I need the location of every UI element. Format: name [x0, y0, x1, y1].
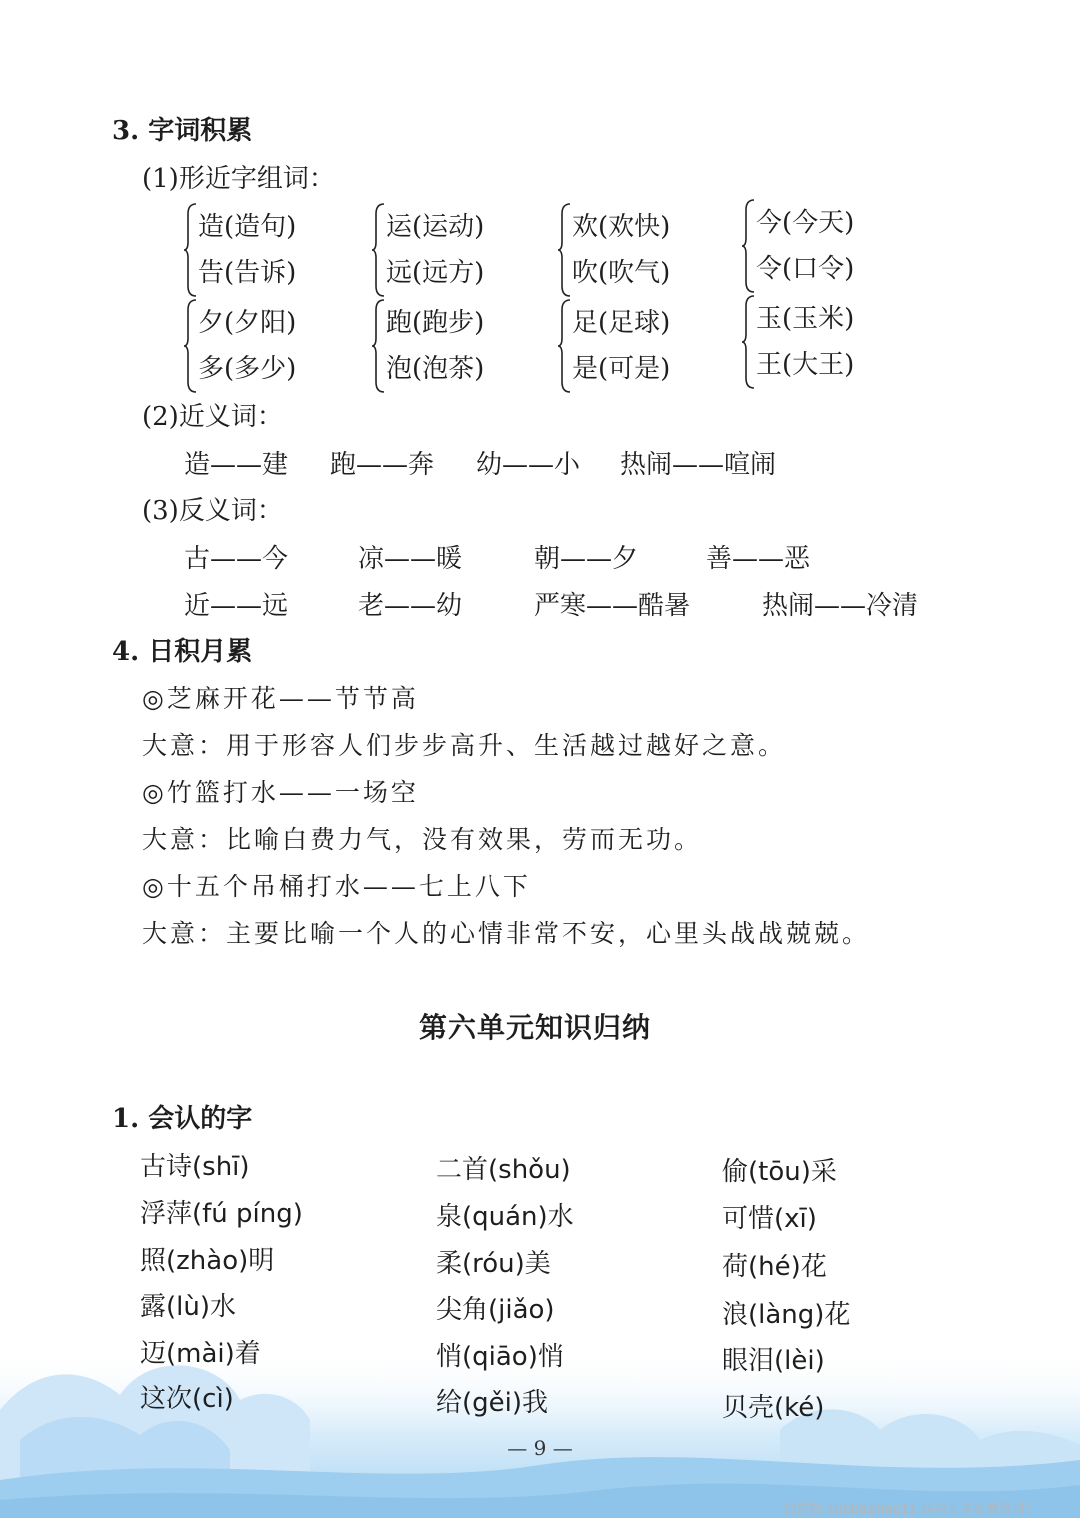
pair-second: 泡(泡茶) [386, 354, 485, 384]
pair-first: 运(运动) [386, 212, 485, 242]
brace-icon [184, 200, 198, 300]
character-item: 照(zhào)明 [140, 1246, 275, 1276]
antonym-pair: 热闹——冷清 [762, 591, 919, 621]
saying: ◎十五个吊桶打水——七上八下 [142, 872, 531, 901]
brace-icon [558, 200, 572, 300]
synonym-pair: 幼——小 [476, 450, 581, 480]
synonym-pair: 造——建 [184, 450, 289, 480]
brace-icon [558, 296, 572, 396]
character-item: 二首(shǒu) [436, 1155, 571, 1185]
watermark: 加微信 xuebaziliao11 获取更多免费资料！ [783, 1502, 1038, 1517]
character-item: 可惜(xī) [722, 1204, 817, 1234]
antonym-pair: 凉——暖 [358, 544, 463, 574]
pair-first: 欢(欢快) [572, 212, 671, 242]
pair-second: 令(口令) [756, 254, 855, 284]
character-item: 尖角(jiǎo) [436, 1295, 555, 1325]
pair-first: 造(造句) [198, 212, 297, 242]
char-pair [184, 296, 354, 396]
brace-icon [184, 296, 198, 396]
character-item: 荷(hé)花 [722, 1252, 827, 1282]
character-item: 露(lù)水 [140, 1292, 236, 1322]
unit-title: 第六单元知识归纳 [418, 1011, 651, 1044]
section-heading-recognized-characters: 1. 会认的字 [112, 1104, 253, 1134]
subheading-similar-characters: (1)形近字组词： [142, 164, 335, 194]
character-item: 柔(róu)美 [436, 1249, 551, 1279]
pair-second: 多(多少) [198, 354, 297, 384]
char-pair [372, 296, 542, 396]
page-number: — 9 — [507, 1436, 573, 1460]
pair-first: 玉(玉米) [756, 304, 855, 334]
antonym-pair: 严寒——酷暑 [534, 591, 691, 621]
pair-second: 远(远方) [386, 258, 485, 288]
antonym-pair: 近——远 [184, 591, 289, 621]
pair-second: 是(可是) [572, 354, 671, 384]
saying: ◎芝麻开花——节节高 [142, 684, 419, 713]
character-item: 偷(tōu)采 [722, 1157, 837, 1187]
char-pair [372, 200, 542, 300]
synonym-pair: 热闹——喧闹 [620, 450, 777, 480]
pair-second: 告(告诉) [198, 258, 297, 288]
char-pair [742, 292, 912, 392]
subheading-synonyms: (2)近义词： [142, 402, 283, 432]
saying: ◎竹篮打水——一场空 [142, 778, 419, 807]
character-item: 这次(cì) [140, 1384, 234, 1414]
character-item: 浮萍(fú píng) [140, 1199, 303, 1229]
saying-meaning: 大意：比喻白费力气，没有效果，劳而无功。 [142, 825, 703, 854]
character-item: 悄(qiāo)悄 [436, 1342, 564, 1372]
saying-meaning: 大意：用于形容人们步步高升、生活越过越好之意。 [142, 731, 787, 760]
character-item: 泉(quán)水 [436, 1202, 574, 1232]
subheading-antonyms: (3)反义词： [142, 496, 283, 526]
char-pair [558, 296, 728, 396]
saying-meaning: 大意：主要比喻一个人的心情非常不安，心里头战战兢兢。 [142, 919, 871, 948]
antonym-pair: 老——幼 [358, 591, 463, 621]
pair-first: 足(足球) [572, 308, 671, 338]
pair-first: 跑(跑步) [386, 308, 485, 338]
section-heading-daily-accumulation: 4. 日积月累 [112, 637, 253, 667]
pair-first: 今(今天) [756, 208, 855, 238]
character-item: 古诗(shī) [140, 1152, 250, 1182]
char-pair [184, 200, 354, 300]
character-item: 迈(mài)着 [140, 1339, 261, 1369]
character-item: 给(gěi)我 [436, 1388, 549, 1418]
synonym-pair: 跑——奔 [330, 450, 435, 480]
character-item: 浪(làng)花 [722, 1300, 851, 1330]
pair-second: 吹(吹气) [572, 258, 671, 288]
char-pair [742, 196, 912, 296]
antonym-pair: 善——恶 [706, 544, 811, 574]
section-heading-word-accumulation: 3. 字词积累 [112, 116, 253, 146]
brace-icon [372, 200, 386, 300]
antonym-pair: 朝——夕 [534, 544, 639, 574]
pair-first: 夕(夕阳) [198, 308, 297, 338]
brace-icon [742, 196, 756, 296]
char-pair [558, 200, 728, 300]
brace-icon [372, 296, 386, 396]
character-item: 贝壳(ké) [722, 1393, 825, 1423]
antonym-pair: 古——今 [184, 544, 289, 574]
character-item: 眼泪(lèi) [722, 1346, 825, 1376]
pair-second: 王(大王) [756, 350, 855, 380]
brace-icon [742, 292, 756, 392]
